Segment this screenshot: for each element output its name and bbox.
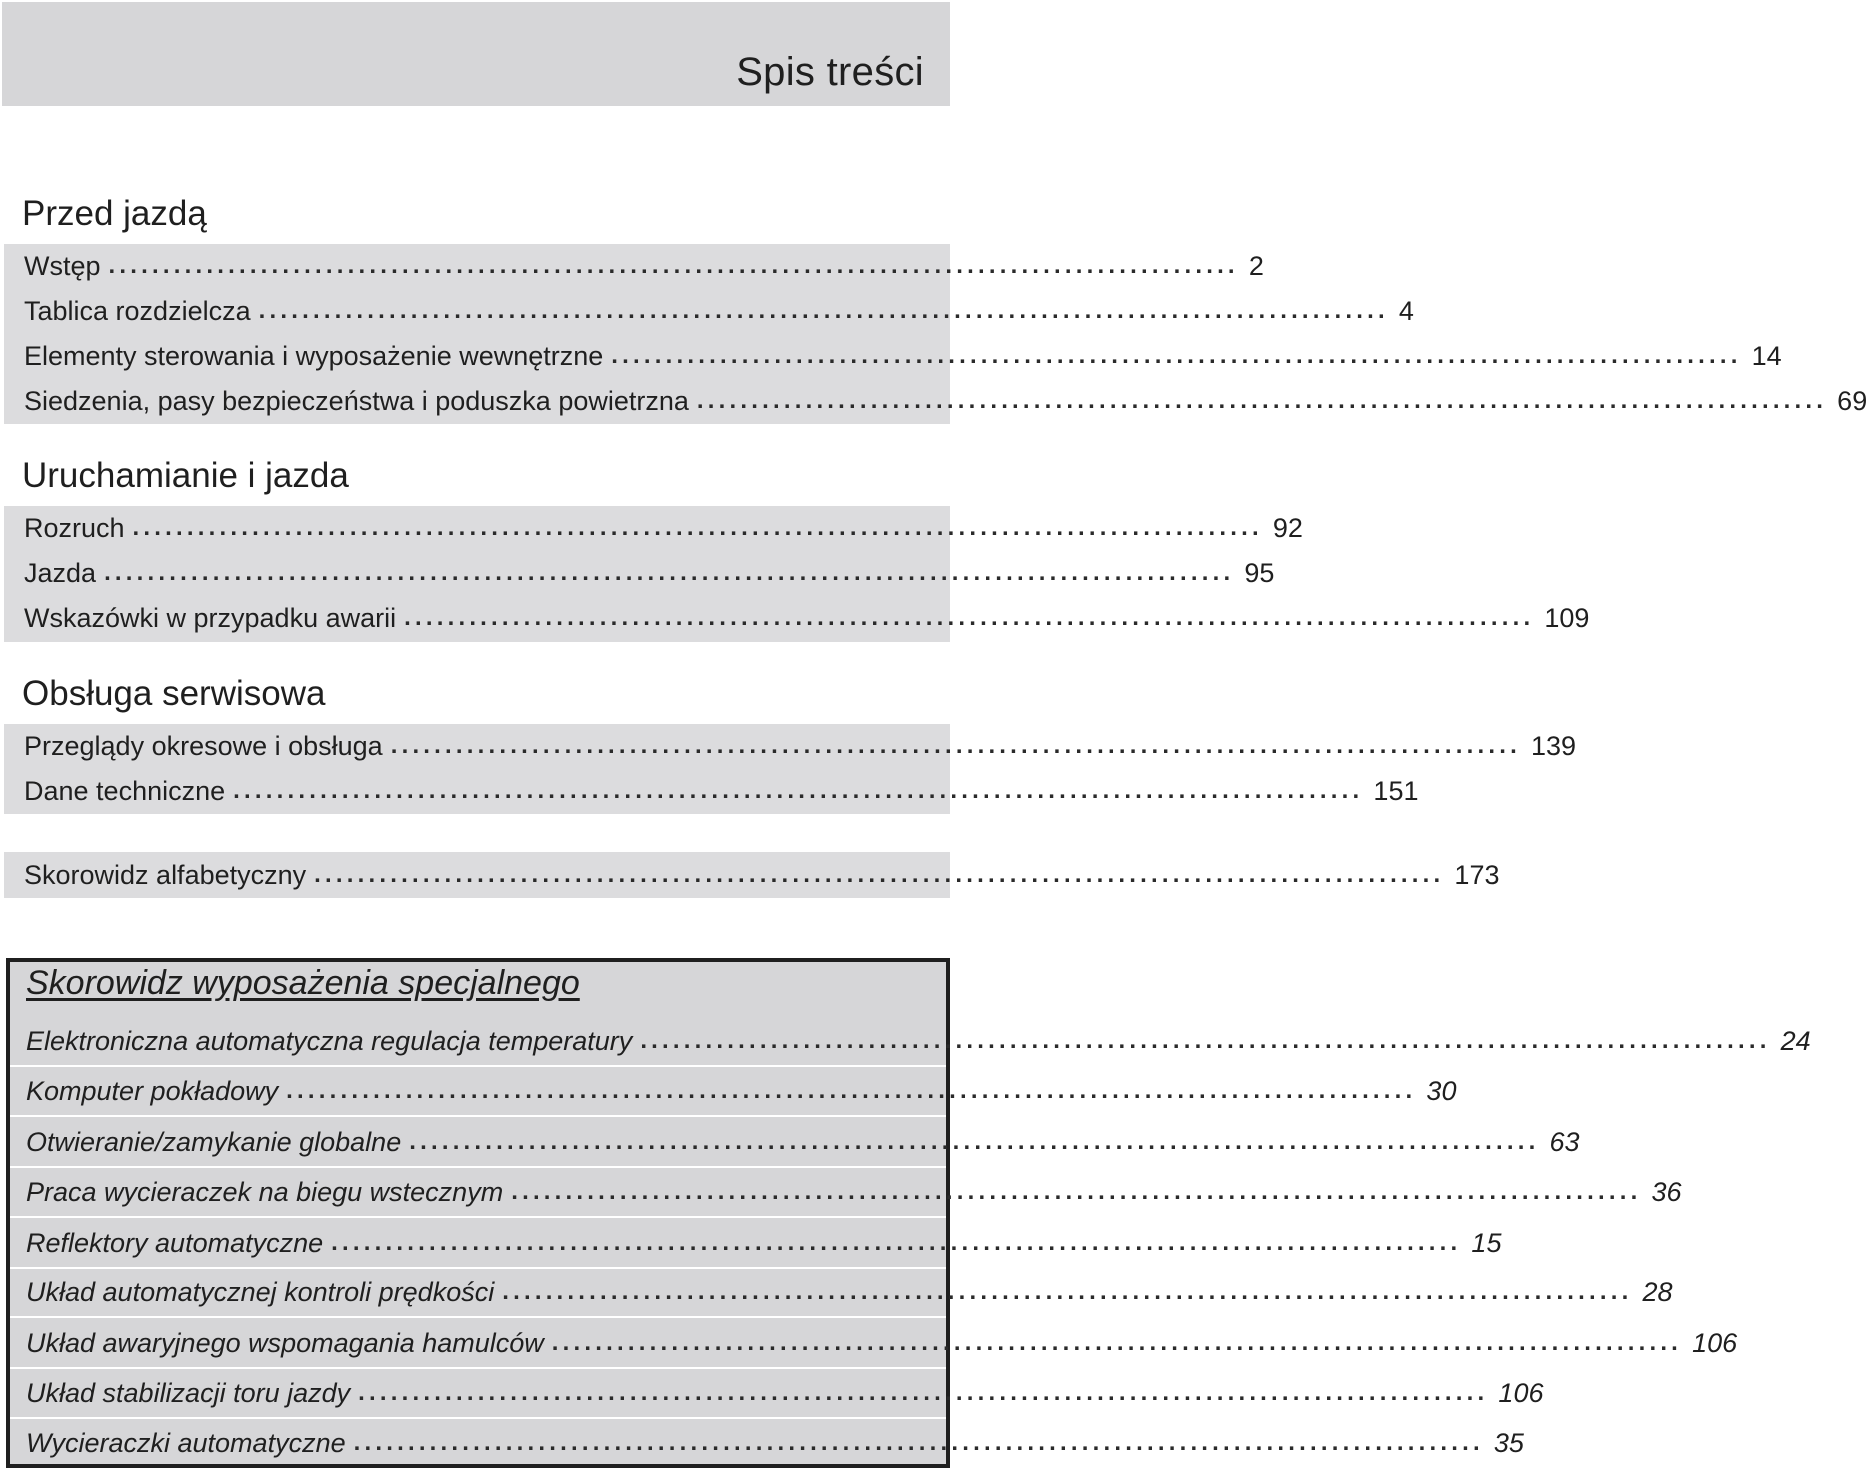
dot-leader: ........................................................................................................ xyxy=(409,1128,1540,1155)
dot-leader: ........................................................................................................ xyxy=(404,604,1535,631)
row-separator xyxy=(10,1065,946,1067)
toc-entry-label: Tablica rozdzielcza xyxy=(24,295,251,326)
special-entry-page: 63 xyxy=(1549,1126,1580,1157)
special-entry-label: Układ automatycznej kontroli prędkości xyxy=(26,1276,495,1307)
toc-entry[interactable] xyxy=(24,506,1303,550)
row-separator xyxy=(10,1367,946,1369)
section-heading-obsluga: Obsługa serwisowa xyxy=(22,674,326,713)
special-entry[interactable] xyxy=(26,1270,1673,1314)
special-entry-label: Praca wycieraczek na biegu wstecznym xyxy=(26,1176,504,1207)
toc-entry[interactable] xyxy=(24,289,1414,333)
row-separator xyxy=(10,1166,946,1168)
dot-leader: ........................................................................................................ xyxy=(132,514,1263,541)
toc-entry[interactable] xyxy=(24,244,1264,288)
dot-leader: ........................................................................................................ xyxy=(511,1178,1642,1205)
toc-entry[interactable] xyxy=(24,551,1275,595)
toc-entry-page: 151 xyxy=(1373,775,1419,806)
toc-entry-label: Skorowidz alfabetyczny xyxy=(24,859,307,890)
title-bar xyxy=(2,2,950,106)
special-entry[interactable] xyxy=(26,1371,1544,1415)
special-equipment-heading: Skorowidz wyposażenia specjalnego xyxy=(26,964,580,1002)
toc-entry-label: Jazda xyxy=(24,557,97,588)
dot-leader: ........................................................................................................ xyxy=(108,252,1239,279)
special-entry[interactable] xyxy=(26,1120,1580,1164)
special-entry-page: 24 xyxy=(1780,1025,1811,1056)
toc-entry-index[interactable] xyxy=(24,853,1500,897)
row-separator xyxy=(10,1216,946,1218)
special-entry[interactable] xyxy=(26,1170,1682,1214)
dot-leader: ........................................................................................................ xyxy=(358,1379,1489,1406)
special-entry-label: Elektroniczna automatyczna regulacja temperatury xyxy=(26,1025,633,1056)
special-entry-label: Układ stabilizacji toru jazdy xyxy=(26,1377,351,1408)
special-entry[interactable] xyxy=(26,1069,1457,1113)
row-separator xyxy=(10,1115,946,1117)
toc-entry-page: 173 xyxy=(1454,859,1500,890)
toc-entry-page: 109 xyxy=(1544,602,1590,633)
dot-leader: ........................................................................................................ xyxy=(696,387,1828,414)
dot-leader: ........................................................................................................ xyxy=(104,559,1235,586)
toc-entry-label: Wskazówki w przypadku awarii xyxy=(24,602,397,633)
toc-entry[interactable] xyxy=(24,596,1590,640)
toc-entry[interactable] xyxy=(24,379,1867,423)
dot-leader: ........................................................................................................ xyxy=(640,1027,1771,1054)
special-entry-page: 30 xyxy=(1426,1075,1457,1106)
row-separator xyxy=(10,1417,946,1419)
section-heading-uruchamianie: Uruchamianie i jazda xyxy=(22,456,349,495)
dot-leader: ........................................................................................................ xyxy=(331,1229,1462,1256)
toc-entry-page: 4 xyxy=(1398,295,1414,326)
toc-entry-label: Siedzenia, pasy bezpieczeństwa i poduszka powietrzna xyxy=(24,385,689,416)
toc-entry[interactable] xyxy=(24,334,1782,378)
special-entry-label: Otwieranie/zamykanie globalne xyxy=(26,1126,402,1157)
dot-leader: ........................................................................................................ xyxy=(314,861,1445,888)
toc-entry-page: 69 xyxy=(1837,385,1867,416)
section-heading-przed-jazda: Przed jazdą xyxy=(22,194,207,233)
page-title: Spis treści xyxy=(736,50,924,94)
dot-leader: ........................................................................................................ xyxy=(502,1278,1633,1305)
dot-leader: ........................................................................................................ xyxy=(353,1429,1484,1456)
special-entry[interactable] xyxy=(26,1421,1524,1465)
special-entry[interactable] xyxy=(26,1221,1502,1265)
toc-entry-label: Przeglądy okresowe i obsługa xyxy=(24,730,383,761)
row-separator xyxy=(10,1316,946,1318)
special-entry-label: Komputer pokładowy xyxy=(26,1075,279,1106)
special-entry[interactable] xyxy=(26,1321,1738,1365)
dot-leader: ........................................................................................................ xyxy=(233,777,1364,804)
dot-leader: ........................................................................................................ xyxy=(611,342,1742,369)
toc-entry-page: 139 xyxy=(1530,730,1577,761)
toc-entry-page: 92 xyxy=(1272,512,1303,543)
dot-leader: ........................................................................................................ xyxy=(551,1329,1683,1356)
toc-entry-page: 95 xyxy=(1244,557,1275,588)
special-entry-page: 106 xyxy=(1498,1377,1544,1408)
toc-entry-label: Rozruch xyxy=(24,512,125,543)
row-separator xyxy=(10,1267,946,1269)
dot-leader: ........................................................................................................ xyxy=(390,732,1521,759)
special-entry-page: 35 xyxy=(1493,1427,1524,1458)
toc-entry-label: Dane techniczne xyxy=(24,775,226,806)
special-entry-page: 15 xyxy=(1471,1227,1502,1258)
toc-entry[interactable] xyxy=(24,724,1577,768)
dot-leader: ........................................................................................................ xyxy=(286,1077,1417,1104)
special-entry-page: 28 xyxy=(1642,1276,1673,1307)
special-entry-label: Wycieraczki automatyczne xyxy=(26,1427,346,1458)
toc-entry-page: 14 xyxy=(1751,340,1782,371)
special-entry[interactable] xyxy=(26,1019,1811,1063)
special-entry-page: 36 xyxy=(1651,1176,1682,1207)
special-entry-page: 106 xyxy=(1692,1327,1738,1358)
toc-entry-label: Elementy sterowania i wyposażenie wewnętrzne xyxy=(24,340,604,371)
toc-entry-page: 2 xyxy=(1248,250,1264,281)
special-entry-label: Układ awaryjnego wspomagania hamulców xyxy=(26,1327,544,1358)
toc-entry[interactable] xyxy=(24,769,1419,813)
special-entry-label: Reflektory automatyczne xyxy=(26,1227,324,1258)
dot-leader: ........................................................................................................ xyxy=(258,297,1389,324)
toc-entry-label: Wstęp xyxy=(24,250,101,281)
